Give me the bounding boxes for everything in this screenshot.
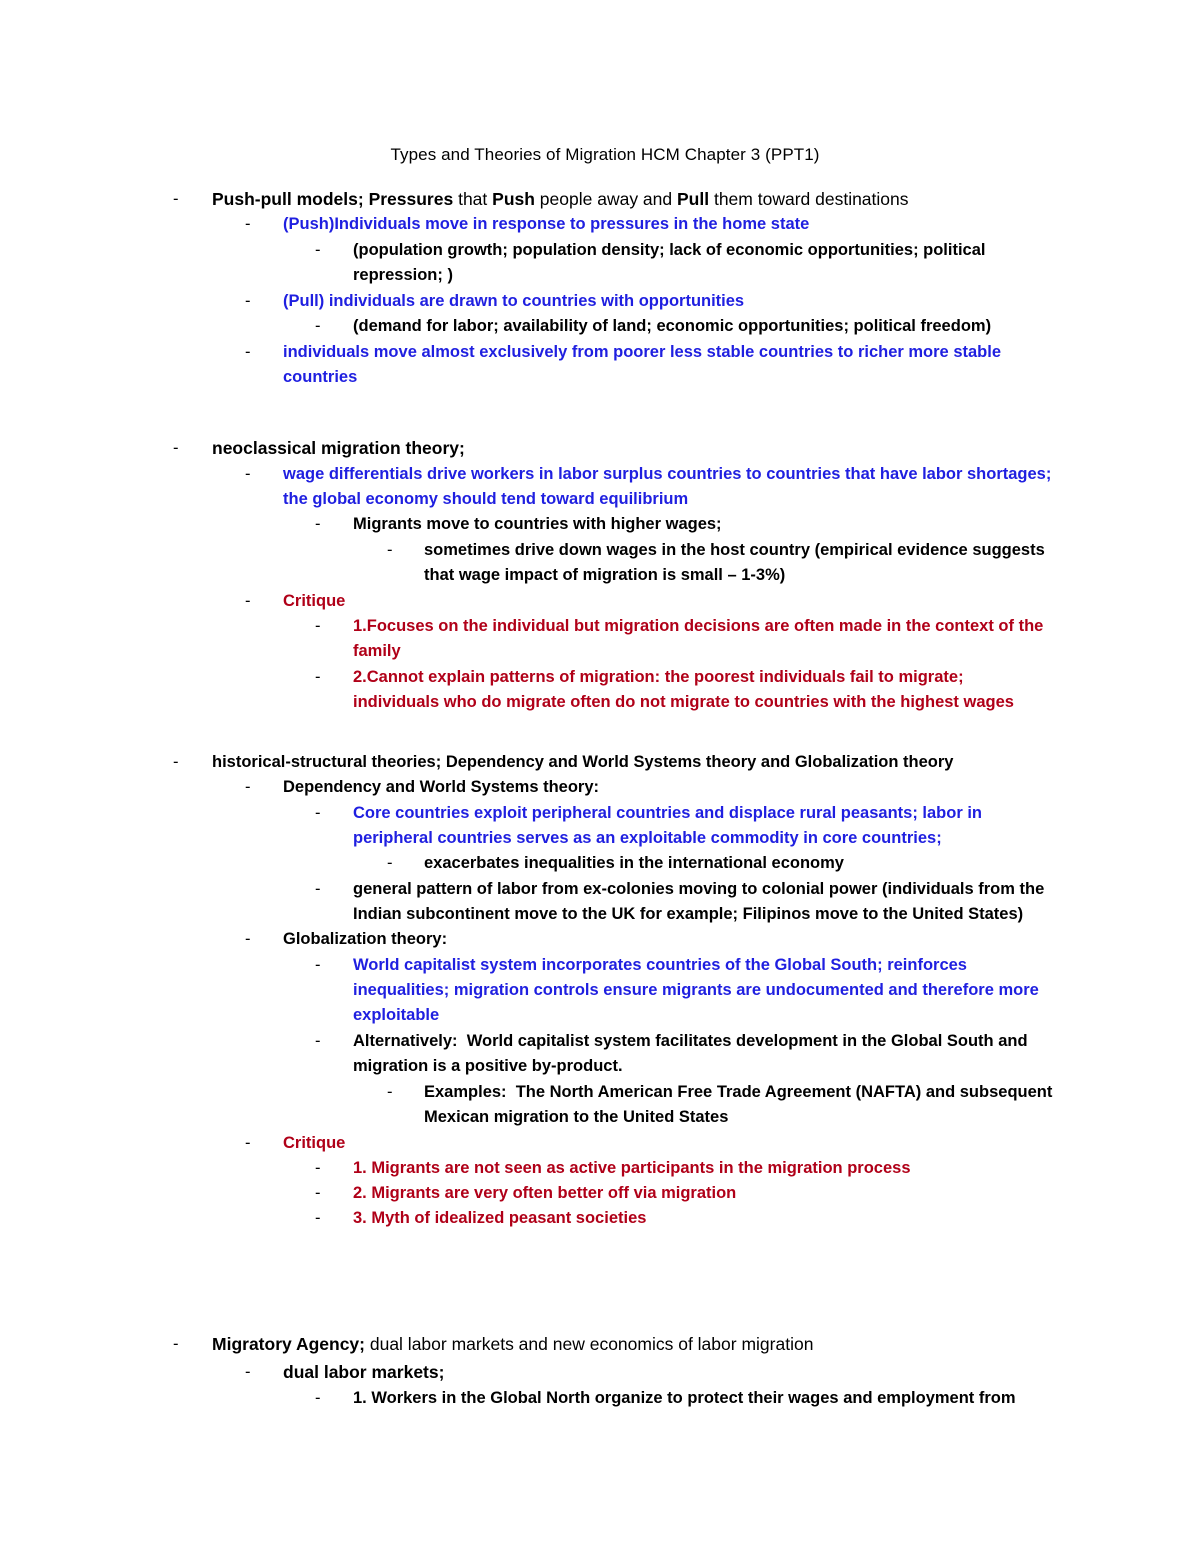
wage-impact-line: that wage impact of migration is small – 1-3%) xyxy=(424,566,786,584)
bullet-dash: - xyxy=(245,778,251,796)
migrants-higher-wages: Migrants move to countries with higher wages; xyxy=(353,515,722,533)
core-countries-line: peripheral countries serves as an exploitable commodity in core countries; xyxy=(353,829,942,847)
bullet-dash: - xyxy=(245,1363,251,1381)
bullet-dash: - xyxy=(315,1184,321,1202)
bullet-dash: - xyxy=(315,1159,321,1177)
bullet-dash: - xyxy=(315,617,321,635)
push-pull-heading xyxy=(212,187,909,213)
bullet-dash: - xyxy=(173,753,179,771)
bullet-dash: - xyxy=(315,241,321,259)
push-description: (Push)Individuals move in response to pressures in the home state xyxy=(283,215,810,233)
critique-point: 2. Migrants are very often better off via migration xyxy=(353,1184,737,1202)
critique-point: 3. Myth of idealized peasant societies xyxy=(353,1209,647,1227)
critique-point: 1. Migrants are not seen as active participants in the migration process xyxy=(353,1159,911,1177)
bullet-dash: - xyxy=(315,1389,321,1407)
alternatively-line: migration is a positive by-product. xyxy=(353,1057,623,1075)
push-factors-line: repression; ) xyxy=(353,266,453,284)
push-pull-heading-part: Push-pull models; xyxy=(212,189,364,209)
world-capitalist-line: inequalities; migration controls ensure migrants are undocumented and therefore more xyxy=(353,981,1039,999)
alternatively-label: Alternatively: xyxy=(353,1032,458,1050)
labor-pattern-line: general pattern of labor from ex-colonies moving to colonial power (individuals from the xyxy=(353,880,1045,898)
bullet-dash: - xyxy=(315,668,321,686)
bullet-dash: - xyxy=(315,515,321,533)
examples-text: The North American Free Trade Agreement (NAFTA) and subsequent xyxy=(506,1083,1053,1101)
world-capitalist-line: exploitable xyxy=(353,1006,440,1024)
agency-heading-bold: Migratory Agency; xyxy=(212,1334,365,1354)
globalization-label: Globalization theory: xyxy=(283,930,448,948)
push-factors-line: (population growth; population density; lack of economic opportunities; political xyxy=(353,241,986,259)
world-capitalist-line: World capitalist system incorporates countries of the Global South; reinforces xyxy=(353,956,967,974)
critique-label: Critique xyxy=(283,592,346,610)
critique-point-line: 1.Focuses on the individual but migration decisions are often made in the context of the xyxy=(353,617,1044,635)
bullet-dash: - xyxy=(245,930,251,948)
dual-labor-label: dual labor markets; xyxy=(283,1362,445,1382)
historical-heading-rest: Dependency and World Systems theory and Globalization theory xyxy=(441,753,954,771)
pull-description: (Pull) individuals are drawn to countries with opportunities xyxy=(283,292,745,310)
bullet-dash: - xyxy=(387,1083,393,1101)
agency-heading xyxy=(212,1332,813,1358)
dependency-label: Dependency and World Systems theory: xyxy=(283,778,600,796)
push-pull-heading-part: Pull xyxy=(677,189,710,209)
bullet-dash: - xyxy=(245,1134,251,1152)
bullet-dash: - xyxy=(387,541,393,559)
push-pull-heading-part: Pressures xyxy=(368,189,454,209)
bullet-dash: - xyxy=(315,880,321,898)
push-pull-heading-part: that xyxy=(453,189,493,209)
neoclassical-claim-line: wage differentials drive workers in labor surplus countries to countries that have labor shortages; xyxy=(283,465,1052,483)
critique-point-line: 2.Cannot explain patterns of migration: the poorest individuals fail to migrate; xyxy=(353,668,964,686)
bullet-dash: - xyxy=(387,854,393,872)
bullet-dash: - xyxy=(315,317,321,335)
examples-line: Mexican migration to the United States xyxy=(424,1108,729,1126)
examples-line xyxy=(424,1080,1052,1106)
push-pull-heading-part: Push xyxy=(492,189,535,209)
pull-factors: (demand for labor; availability of land; economic opportunities; political freedom) xyxy=(353,317,992,335)
bullet-dash: - xyxy=(245,292,251,310)
bullet-dash: - xyxy=(245,215,251,233)
agency-heading-rest: dual labor markets and new economics of labor migration xyxy=(365,1334,814,1354)
document-title: Types and Theories of Migration HCM Chapter 3 (PPT1) xyxy=(390,145,820,164)
bullet-dash: - xyxy=(245,465,251,483)
push-pull-heading-part: them toward destinations xyxy=(709,189,909,209)
core-countries-line: Core countries exploit peripheral countries and displace rural peasants; labor in xyxy=(353,804,982,822)
bullet-dash: - xyxy=(245,343,251,361)
bullet-dash: - xyxy=(315,956,321,974)
alternatively-text: World capitalist system facilitates development in the Global South and xyxy=(457,1032,1028,1050)
bullet-dash: - xyxy=(315,1209,321,1227)
labor-pattern-line: Indian subcontinent move to the UK for example; Filipinos move to the United States) xyxy=(353,905,1024,923)
historical-heading xyxy=(212,750,953,776)
push-pull-heading-part: people away and xyxy=(534,189,677,209)
wage-impact-line: sometimes drive down wages in the host country (empirical evidence suggests xyxy=(424,541,1045,559)
bullet-dash: - xyxy=(173,1335,179,1353)
bullet-dash: - xyxy=(245,592,251,610)
critique-label: Critique xyxy=(283,1134,346,1152)
bullet-dash: - xyxy=(173,190,179,208)
alternatively-line xyxy=(353,1029,1028,1055)
examples-label: Examples: xyxy=(424,1083,507,1101)
global-north-workers: 1. Workers in the Global North organize to protect their wages and employment from xyxy=(353,1389,1016,1407)
bullet-dash: - xyxy=(315,1032,321,1050)
bullet-dash: - xyxy=(315,804,321,822)
migration-direction-line: countries xyxy=(283,368,358,386)
critique-point-line: family xyxy=(353,642,401,660)
critique-point-line: individuals who do migrate often do not migrate to countries with the highest wages xyxy=(353,693,1014,711)
neoclassical-claim-line: the global economy should tend toward equilibrium xyxy=(283,490,689,508)
historical-heading-bold: historical-structural theories; xyxy=(212,753,442,771)
neoclassical-heading: neoclassical migration theory; xyxy=(212,438,465,458)
bullet-dash: - xyxy=(173,439,179,457)
exacerbates-inequalities: exacerbates inequalities in the international economy xyxy=(424,854,844,872)
migration-direction-line: individuals move almost exclusively from poorer less stable countries to richer more stable xyxy=(283,343,1001,361)
